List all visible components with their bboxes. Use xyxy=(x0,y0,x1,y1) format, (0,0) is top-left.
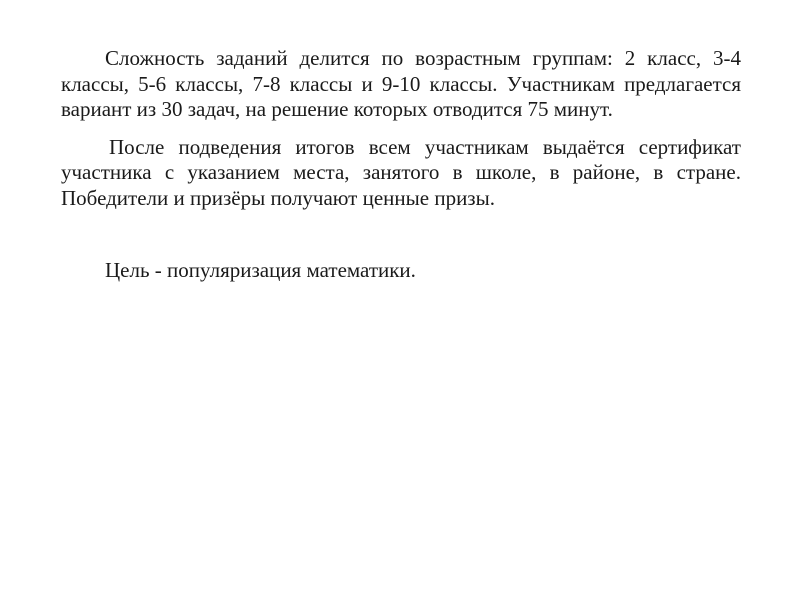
paragraph-age-groups: Сложность заданий делится по возрастным группам: 2 класс, 3-4 классы, 5-6 классы, 7-8 классы и 9-10 классы. Участникам предлагается вариант из 30 задач, на решение которых отводится 75 минут. xyxy=(61,46,741,121)
paragraph-certificates: После подведения итогов всем участникам выдаётся сертификат участника с указанием места, занятого в школе, в районе, в стране. Победители и призёры получают ценные призы. xyxy=(61,134,741,210)
paragraph-goal: Цель - популяризация математики. xyxy=(105,258,416,282)
text-content xyxy=(61,46,741,284)
